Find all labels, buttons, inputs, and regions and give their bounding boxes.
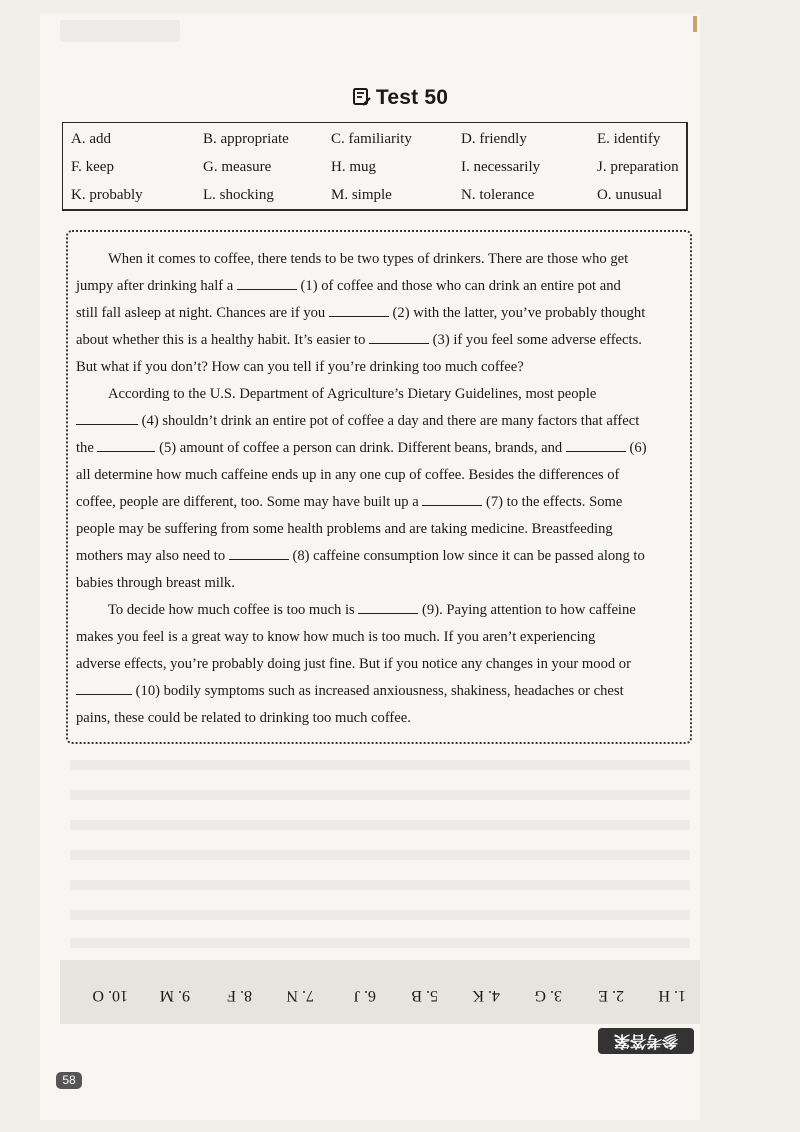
passage-line: pains, these could be related to drinking too much coffee. [76,710,411,726]
answer-item: 6. J [353,987,376,1004]
passage-line: babies through breast milk. [76,575,235,591]
option-c: C. familiarity [331,131,412,147]
passage-box [66,230,692,744]
blank-10[interactable] [76,682,132,695]
passage-line: (10) bodily symptoms such as increased anxiousness, shakiness, headaches or chest [76,682,624,700]
answer-item: 8. F [227,987,252,1004]
answer-item: 7. N [286,987,314,1004]
passage-line: about whether this is a healthy habit. It’s easier to (3) if you feel some adverse effects. [76,332,642,348]
answer-item: 4. K [472,987,500,1004]
passage-line: To decide how much coffee is too much is (9). Paying attention to how caffeine [108,602,636,618]
test-title-text: Test 50 [375,86,449,109]
answer-key-strip [60,960,700,1024]
blank-4[interactable] [76,412,138,425]
option-d: D. friendly [461,131,527,147]
blank-3[interactable] [369,331,429,344]
passage-line: adverse effects, you’re probably doing just fine. But if you notice any changes in your mood or [76,656,631,672]
passage-line: jumpy after drinking half a (1) of coffee and those who can drink an entire pot and [76,278,621,294]
passage-line: makes you feel is a great way to know how much is too much. If you aren’t experiencing [76,629,596,645]
bleed-through-text [70,850,690,860]
word-bank [62,122,688,211]
bleed-through-text [70,820,690,830]
option-f: F. keep [71,159,114,175]
passage-line: According to the U.S. Department of Agriculture’s Dietary Guidelines, most people [108,386,597,402]
bleed-through-text [70,910,690,920]
word-bank-row [63,181,686,209]
option-e: E. identify [597,131,661,147]
option-h: H. mug [331,159,376,175]
answer-item: 3. G [534,987,562,1004]
blank-7[interactable] [422,493,482,506]
passage-line: But what if you don’t? How can you tell if you’re drinking too much coffee? [76,359,524,375]
bleed-through-text [70,938,690,948]
answer-item: 10. O [92,987,128,1004]
bleed-through-text [70,880,690,890]
option-g: G. measure [203,159,272,175]
blank-2[interactable] [329,304,389,317]
page-number: 58 [56,1072,82,1089]
passage-line: When it comes to coffee, there tends to be two types of drinkers. There are those who get [108,251,629,267]
option-m: M. simple [331,187,392,203]
option-k: K. probably [71,187,143,203]
answer-item: 9. M [159,987,190,1004]
option-j: J. preparation [597,159,679,175]
passage-line: still fall asleep at night. Chances are if you (2) with the latter, you’ve probably thought [76,305,646,321]
passage-line: all determine how much caffeine ends up in any one cup of coffee. Besides the differences of [76,467,620,483]
test-title [0,86,800,113]
option-o: O. unusual [597,187,662,203]
word-bank-row [63,153,686,181]
option-i: I. necessarily [461,159,541,175]
bleed-through-header [60,20,180,42]
answer-key-badge [598,1028,694,1054]
option-b: B. appropriate [203,131,289,147]
blank-6[interactable] [566,439,626,452]
blank-9[interactable] [358,601,418,614]
passage-line: mothers may also need to (8) caffeine consumption low since it can be passed along to [76,548,645,564]
answer-item: 2. E [598,987,624,1004]
answer-key-label: 参考答案 [613,1032,678,1051]
blank-1[interactable] [237,277,297,290]
passage-line: coffee, people are different, too. Some may have built up a (7) to the effects. Some [76,494,623,510]
passage-line: the (5) amount of coffee a person can drink. Different beans, brands, and (6) [76,440,647,456]
blank-5[interactable] [97,439,155,452]
option-a: A. add [71,131,111,147]
answer-item: 1. H [658,987,686,1004]
blank-8[interactable] [229,547,289,560]
edit-note-icon [352,87,372,113]
answer-key-upside-down [60,960,700,1024]
page-edge-mark [693,16,697,32]
option-n: N. tolerance [461,187,535,203]
option-l: L. shocking [203,187,274,203]
answer-item: 5. B [411,987,438,1004]
word-bank-row [63,125,686,153]
passage-line: (4) shouldn’t drink an entire pot of coffee a day and there are many factors that affect [76,412,639,430]
passage-line: people may be suffering from some health problems and are taking medicine. Breastfeeding [76,521,613,537]
bleed-through-text [70,760,690,770]
bleed-through-text [70,790,690,800]
